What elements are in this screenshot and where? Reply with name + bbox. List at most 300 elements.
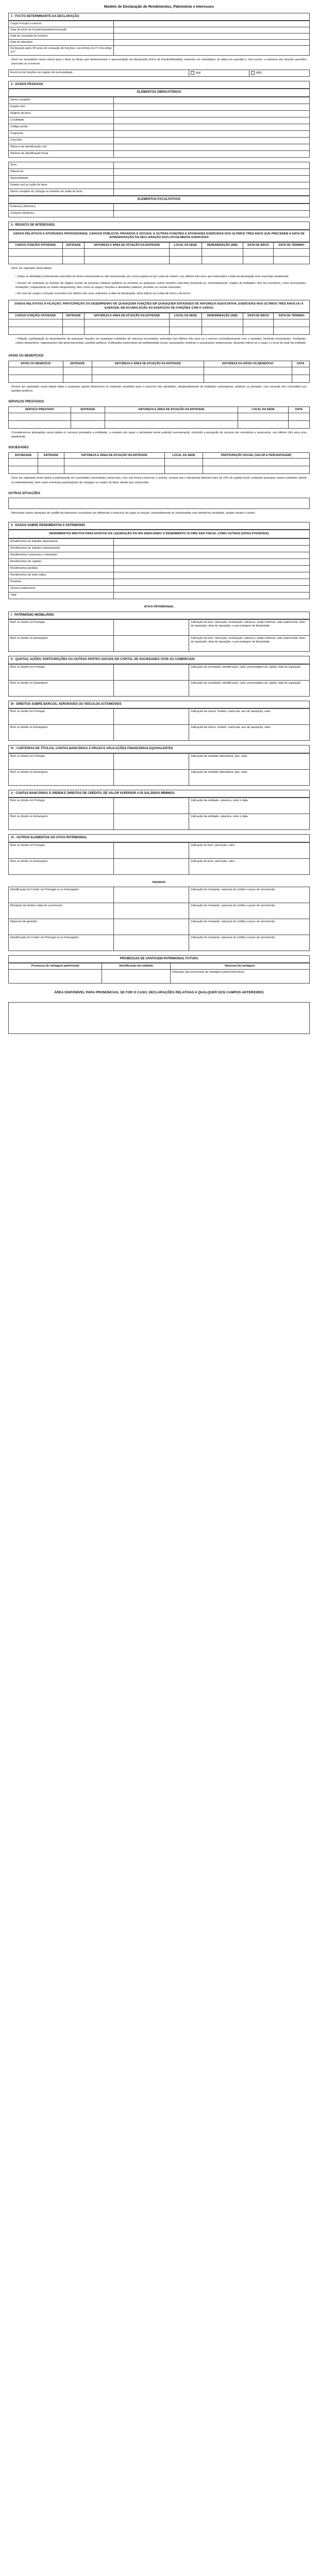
- column-header: Promessa de vantagem patrimonial: [9, 963, 102, 970]
- societies-title: SOCIEDADES: [8, 446, 29, 450]
- asset-value[interactable]: [114, 935, 189, 951]
- exclusividade-table: [8, 70, 310, 77]
- form-row-label: Rendimentos de mais-valias: [9, 572, 114, 579]
- form-row: [9, 104, 310, 110]
- activities-table: [8, 242, 310, 264]
- asset-row: [9, 798, 310, 814]
- support-note: Devem ser registados nesta tabela todos e quaisquer apoios financeiros ou materiais recebidos para o exercício das atividades, designadamente de entidades estrangeiras, públicas ou privadas, com exceção dos concedidos por partidos políticos.: [11, 385, 307, 393]
- table-cell[interactable]: [9, 375, 63, 382]
- column-header: Natureza da vantagem: [170, 963, 309, 970]
- form-row: [9, 124, 310, 130]
- asset-note: Indicação do bem, descrição, valor.: [189, 858, 310, 874]
- table-cell[interactable]: [85, 327, 169, 334]
- asset-row: [9, 814, 310, 830]
- column-header: ENTIDADE: [38, 452, 64, 459]
- form-row-value[interactable]: [114, 546, 310, 552]
- table-cell[interactable]: [9, 249, 63, 257]
- asset-value[interactable]: [114, 814, 189, 830]
- asset-note: Indicação da entidade, natureza, valor e data.: [189, 798, 310, 814]
- section-2-subheader-2: ELEMENTOS FACULTATIVOS: [8, 196, 310, 204]
- asset-note: Indicação do bem, descrição, valor.: [189, 842, 310, 858]
- a5-table: [8, 798, 310, 830]
- form-row-value[interactable]: [114, 592, 310, 599]
- column-header: CARGO/ FUNÇÃO/ ATIVIDADE: [9, 313, 63, 319]
- form-row: [9, 33, 310, 40]
- table-cell[interactable]: [243, 257, 273, 264]
- form-row: [9, 539, 310, 546]
- asset-note: Indicação do montante, natureza do crédito e prazo de vencimento.: [189, 919, 310, 935]
- table-cell[interactable]: [85, 319, 169, 327]
- a1-title: I - PATRIMÓNIO IMOBILIÁRIO: [8, 612, 310, 620]
- form-row-label: Regime de bens: [9, 110, 114, 117]
- asset-note: Indicação da marca, modelo, matrícula, ano de aquisição, valor.: [189, 709, 310, 725]
- form-row-label: Declaração após 3/6 anos de cessação de funções, nos termos do nº 4 do artigo 13.º: [9, 45, 114, 55]
- asset-row: [9, 680, 310, 696]
- table-cell[interactable]: [9, 413, 71, 420]
- asset-note: Indicação da marca, modelo, matrícula, ano de aquisição, valor.: [189, 725, 310, 741]
- column-header: DATA DE TÉRMINO: [274, 313, 310, 319]
- asset-note: Indicação da sociedade, identificação, valor, percentagem de capital, data de aquisição.: [189, 664, 310, 680]
- a6-title: VI - OUTROS ELEMENTOS DO ATIVO PATRIMONIAL: [8, 834, 310, 842]
- table-row: [9, 375, 310, 382]
- form-row-value[interactable]: [114, 130, 310, 137]
- asset-value[interactable]: [114, 887, 189, 903]
- societies-table: [8, 452, 310, 474]
- form-row-label: Rendimentos comerciais e industriais: [9, 552, 114, 559]
- form-row-label: Cargo/ Função a exercer: [9, 21, 114, 27]
- form-row: [9, 546, 310, 552]
- table-cell[interactable]: [38, 466, 64, 474]
- table-cell[interactable]: [71, 420, 105, 428]
- column-header: Identificação da entidade: [102, 963, 170, 970]
- form-row-label: Nome completo: [9, 97, 114, 104]
- table-cell[interactable]: [64, 466, 164, 474]
- form-row: [9, 137, 310, 144]
- form-row: [9, 39, 310, 45]
- form-row-value[interactable]: [114, 552, 310, 559]
- form-row-value[interactable]: [114, 150, 310, 157]
- table-cell[interactable]: [92, 375, 204, 382]
- table-cell[interactable]: [202, 257, 243, 264]
- table-cell[interactable]: [105, 420, 238, 428]
- column-header: DATA DE INÍCIO: [243, 313, 273, 319]
- form-row: [9, 211, 310, 217]
- asset-note: Indicação do bem, descrição, localização, natureza, artigo matricial, valor patrimonial, título de aquisição, data de aquisição, e percentagem de titularidade.: [189, 636, 310, 652]
- asset-label: Identificação do Credor em Portugal ou no Estrangeiro: [9, 935, 114, 951]
- other-note: Mencionar outras situações de conflito de interesses suscetíveis de influenciar o exercício do cargo ou função, nomeadamente as relacionadas com benefícios recebidos, quotas sociais e outras.: [11, 512, 256, 515]
- table-cell[interactable]: [202, 249, 243, 257]
- section-3-header: 3 - REGISTO DE INTERESSES: [8, 222, 310, 230]
- asset-label: Identificação do Credor em Portugal ou no Estrangeiro: [9, 887, 114, 903]
- table-cell[interactable]: [62, 319, 85, 327]
- form-row-label: Pensões: [9, 579, 114, 586]
- table-cell[interactable]: [164, 459, 203, 466]
- a6-table: [8, 842, 310, 875]
- form-row-label: Código postal: [9, 124, 114, 130]
- form-row-label: Estado civil ou união de facto: [9, 182, 114, 189]
- form-row: [9, 559, 310, 566]
- asset-label: Bem ou direito no Estrangeiro: [9, 769, 114, 785]
- table-row: [9, 249, 310, 257]
- form-row-label: Total: [9, 592, 114, 599]
- note-item: • Todas as atividades profissionais exercidas de forma remunerada ou não remunerada, por conta própria ou por conta de outrem, nos últimos três anos que antecedem a data da declaração e/ou exercidas atualmente;: [15, 275, 289, 279]
- asset-note: Indicação da entidade, natureza, valor e data.: [189, 814, 310, 830]
- a1-table: [8, 619, 310, 652]
- asset-row: [9, 935, 310, 951]
- column-header: NATUREZA E ÁREA DE ATUAÇÃO DA ENTIDADE: [64, 452, 164, 459]
- form-row-value[interactable]: [114, 211, 310, 217]
- table-cell[interactable]: [63, 375, 92, 382]
- form-row-label: Nacionalidade: [9, 175, 114, 182]
- column-header: LOCAL DA SEDE: [164, 452, 203, 459]
- checkbox-nao[interactable]: [251, 71, 255, 75]
- form-row-value[interactable]: [114, 39, 310, 45]
- form-row: [9, 182, 310, 189]
- table-cell[interactable]: [243, 319, 273, 327]
- participation-table: [8, 313, 310, 335]
- table-cell[interactable]: [9, 459, 38, 466]
- table-cell[interactable]: [9, 367, 63, 375]
- table-row: [9, 466, 310, 474]
- asset-label: Bem ou direito em Portugal: [9, 753, 114, 769]
- form-row: [9, 130, 310, 137]
- asset-label: Bem ou direito no Estrangeiro: [9, 725, 114, 741]
- table-row: [9, 257, 310, 264]
- asset-label: Bem ou direito em Portugal: [9, 798, 114, 814]
- asset-value[interactable]: [114, 725, 189, 741]
- form-row: [9, 586, 310, 592]
- form-row-value[interactable]: [114, 45, 310, 55]
- column-header: REMUNERAÇÃO (SIM): [202, 313, 243, 319]
- asset-row: [9, 636, 310, 652]
- table-cell[interactable]: [274, 257, 310, 264]
- form-row-value[interactable]: [114, 110, 310, 117]
- a4-title: IV - CARTEIRAS DE TÍTULOS, CONTAS BANCÁRIAS À PRAZO E APLICAÇÕES FINANCEIRAS EQUIVALENTES: [8, 745, 310, 753]
- exclusividade-nao[interactable]: NÃO: [249, 70, 310, 77]
- form-row-label: Freguesia: [9, 130, 114, 137]
- form-row-label: Outros rendimentos: [9, 586, 114, 592]
- asset-row: [9, 903, 310, 919]
- table-cell[interactable]: [204, 375, 292, 382]
- form-row: [9, 592, 310, 599]
- other-field[interactable]: [9, 498, 310, 509]
- table-cell[interactable]: [289, 420, 310, 428]
- asset-row: [9, 725, 310, 741]
- asset-value[interactable]: [114, 798, 189, 814]
- form-row-value[interactable]: [114, 117, 310, 124]
- column-header: NATUREZA E ÁREA DE ATUAÇÃO DA ENTIDADE: [85, 313, 169, 319]
- table-cell[interactable]: [238, 413, 288, 420]
- table-cell[interactable]: [164, 466, 203, 474]
- note-item: • Filiação, participação ou desempenho de quaisquer funções em quaisquer entidades de natureza associativa, exercidas nos últimos três anos ou a exercer cumulativamente com o mandato, incluindo associações, fundações, clubes desportivos, organizações não governamentais, partidos políticos, instituições particulares de solidariedade social, associações sindicais e associações empresariais, devendo indicar-se o cargo e o local da sede da entidade.: [15, 337, 307, 345]
- passive-title: PASSIVO: [152, 880, 166, 884]
- form-row: [9, 21, 310, 27]
- asset-value[interactable]: [114, 709, 189, 725]
- services-note: Consideram-se abrangidos nesta tabela os serviços prestados a entidades, a respeito dos quais o declarante tenha auferido remuneração, incluindo a prestação de serviços de consultoria e assessoria, nos últimos três anos e/ou atualmente.: [11, 431, 307, 438]
- form-row-value[interactable]: [114, 162, 310, 168]
- form-row-label: Contacto telefónico: [9, 211, 114, 217]
- form-row-label: Número de identificação fiscal: [9, 150, 114, 157]
- form-row: [9, 566, 310, 572]
- table-cell[interactable]: [9, 257, 63, 264]
- form-row-label: Localidade: [9, 117, 114, 124]
- asset-label: Natureza de garantia: [9, 919, 114, 935]
- column-header: REMUNERAÇÃO (SIM): [202, 243, 243, 249]
- asset-row: [9, 769, 310, 785]
- form-row-value[interactable]: [114, 97, 310, 104]
- column-header: DATA DE INÍCIO: [243, 243, 273, 249]
- form-row: [9, 27, 310, 33]
- table-cell[interactable]: [204, 367, 292, 375]
- asset-note: Indicação do montante, natureza do crédito e prazo de vencimento.: [189, 903, 310, 919]
- form-row: [9, 150, 310, 157]
- form-row: [9, 117, 310, 124]
- column-header: NATUREZA E ÁREA DE ATUAÇÃO DA ENTIDADE: [85, 243, 169, 249]
- table-cell[interactable]: [202, 319, 243, 327]
- asset-row: [9, 620, 310, 636]
- section-2-header: 2 - DADOS PESSOAIS: [8, 81, 310, 89]
- table-cell[interactable]: [274, 319, 310, 327]
- asset-note: Indicação do montante, natureza do crédito e prazo de vencimento.: [189, 935, 310, 951]
- asset-label: Bem ou direito no Estrangeiro: [9, 814, 114, 830]
- table-cell[interactable]: [85, 249, 169, 257]
- table-cell[interactable]: [9, 319, 63, 327]
- future-title: PROMESSAS DE VANTAGEM PATRIMONIAL FUTURA: [8, 955, 310, 963]
- services-title: SERVIÇOS PRESTADOS: [8, 400, 44, 404]
- asset-row: [9, 842, 310, 858]
- note-item: • No caso de cargos e funções exercidos nos últimos três anos anteriores à data da declaração, deve indicar-se a data de início e de termo.: [15, 292, 191, 296]
- asset-value[interactable]: [114, 680, 189, 696]
- form-row-value[interactable]: [114, 137, 310, 144]
- asset-note: Indicação da sociedade, identificação, valor, percentagem de capital, data de aquisição.: [189, 680, 310, 696]
- a4-table: [8, 753, 310, 786]
- form-row-label: Natural de: [9, 168, 114, 175]
- table-cell[interactable]: [202, 327, 243, 334]
- form-row: [9, 579, 310, 586]
- table-cell[interactable]: [292, 367, 309, 375]
- column-header: SERVIÇO PRESTADO: [9, 406, 71, 413]
- form-row-value[interactable]: [114, 586, 310, 592]
- form-row-label: Rendimentos de capitais: [9, 559, 114, 566]
- form-row-label: Rendimentos prediais: [9, 566, 114, 572]
- asset-row: [9, 753, 310, 769]
- table-cell[interactable]: [203, 459, 310, 466]
- section-1-header: 1 - FACTO DETERMINANTE DA DECLARAÇÃO: [8, 13, 310, 21]
- table-cell[interactable]: [9, 327, 63, 334]
- asset-value[interactable]: [114, 636, 189, 652]
- form-row: [9, 175, 310, 182]
- future-cell[interactable]: [102, 970, 170, 984]
- form-row-value[interactable]: [114, 33, 310, 40]
- table-cell[interactable]: [62, 257, 85, 264]
- column-header: NATUREZA E ÁREA DE ATUAÇÃO DA ENTIDADE: [92, 361, 204, 367]
- form-row-value[interactable]: [114, 204, 310, 211]
- table-cell[interactable]: [62, 249, 85, 257]
- table-cell[interactable]: [238, 420, 288, 428]
- asset-note: Indicação da entidade depositária, tipo, valor.: [189, 769, 310, 785]
- form-row: [9, 144, 310, 150]
- services-table: [8, 406, 310, 429]
- form-row-value[interactable]: [114, 104, 310, 110]
- table-row: [9, 413, 310, 420]
- form-row-label: Concelho: [9, 137, 114, 144]
- checkbox-sim[interactable]: [191, 71, 194, 75]
- form-row-label: Data de início de função/mandato/nomeação: [9, 27, 114, 33]
- section-1-note: Deve ser assinalado nesta coluna qual o facto ou factos que determinaram a apresentação da declaração (início de função/Mandato); havendo um mandatário, as datas em questão e, bem assim, a natureza das funções questões exercidas ou a exercer.: [11, 58, 307, 65]
- future-table: [8, 963, 310, 984]
- form-row-value[interactable]: [114, 566, 310, 572]
- asset-row: [9, 887, 310, 903]
- form-row-value[interactable]: [114, 21, 310, 27]
- income-table: [8, 538, 310, 599]
- section-4-header: 4 - DADOS SOBRE RENDIMENTOS E PATRIMÓNIO: [8, 522, 310, 530]
- section-2-subheader: ELEMENTOS OBRIGATÓRIOS: [8, 89, 310, 97]
- column-header: LOCAL DA SEDE: [238, 406, 288, 413]
- asset-row: [9, 709, 310, 725]
- asset-note: Indicação do montante, natureza do crédito e prazo de vencimento.: [189, 887, 310, 903]
- exclusividade-sim[interactable]: SIM: [189, 70, 249, 77]
- table-cell[interactable]: [62, 327, 85, 334]
- note-item: • Devem ser indicadas as funções de órgãos sociais de pessoas coletivas públicas ou privadas ou quaisquer outras funções exercidas (incluindo-se, nomeadamente, órgãos de entidades sem fins lucrativos, como associações, fundações, cooperativas ou clubes desportivos), bem como os cargos, funções e atividades públicas, privadas ou sociais exercidas;: [15, 281, 307, 289]
- table-row: [9, 327, 310, 334]
- form-row: [9, 97, 310, 104]
- column-header: DATA: [292, 361, 309, 367]
- asset-value[interactable]: [114, 620, 189, 636]
- form-row-label: Rendimentos do trabalho dependente: [9, 539, 114, 546]
- column-header: NATUREZA DO APOIO OU BENEFÍCIO: [204, 361, 292, 367]
- table-cell[interactable]: [169, 319, 202, 327]
- final-area-title: ÁREA DISPONÍVEL PARA PRONÚNCIAS, SE FOR O CASO, DECLARAÇÕES RELATIVAS A QUALQUER DOS CAMPOS ANTERIORES: [54, 991, 264, 995]
- table-cell[interactable]: [203, 466, 310, 474]
- support-table: [8, 361, 310, 383]
- table-cell[interactable]: [169, 327, 202, 334]
- table-cell[interactable]: [38, 459, 64, 466]
- asset-row: [9, 858, 310, 874]
- table-cell[interactable]: [71, 413, 105, 420]
- section-2-table-b: [8, 162, 310, 196]
- column-header: SOCIEDADE: [9, 452, 38, 459]
- form-row: [9, 572, 310, 579]
- table-cell[interactable]: [63, 367, 92, 375]
- asset-value[interactable]: [114, 664, 189, 680]
- column-header: ENTIDADE: [71, 406, 105, 413]
- form-row: [9, 45, 310, 55]
- assets-title: ATIVO PATRIMONIAL: [144, 605, 174, 609]
- form-row-value[interactable]: [114, 572, 310, 579]
- column-header: NATUREZA E ÁREA DE ATUAÇÃO DA ENTIDADE: [105, 406, 238, 413]
- form-row-value[interactable]: [114, 539, 310, 546]
- asset-value[interactable]: [114, 753, 189, 769]
- form-row-value[interactable]: [114, 124, 310, 130]
- table-cell[interactable]: [169, 257, 202, 264]
- asset-value[interactable]: [114, 769, 189, 785]
- form-row: [9, 110, 310, 117]
- asset-note: Indicação da entidade depositária, tipo, valor.: [189, 753, 310, 769]
- column-header: ENTIDADE: [62, 243, 85, 249]
- exclusividade-label: Exercício de funções em regime de exclusividade: [9, 70, 189, 77]
- future-cell[interactable]: [9, 970, 102, 984]
- form-row-label: Nome completo do cônjuge ou membro de união de facto: [9, 189, 114, 195]
- section-2-table-c: [8, 204, 310, 217]
- asset-label: Bem ou direito em Portugal: [9, 842, 114, 858]
- a2-title: II - QUOTAS, AÇÕES, PARTICIPAÇÕES OU OUTRAS PARTES SOCIAIS DO CAPITAL DE SOCIEDADES CIVIS OU COMERCIAIS: [8, 656, 310, 664]
- form-row: [9, 162, 310, 168]
- form-row: [9, 552, 310, 559]
- other-title: OUTRAS SITUAÇÕES: [8, 492, 41, 495]
- passive-table: [8, 887, 310, 951]
- column-header: APOIO OU BENEFÍCIO: [9, 361, 63, 367]
- asset-label: Bem ou direito no Estrangeiro: [9, 680, 114, 696]
- table-cell[interactable]: [64, 459, 164, 466]
- participation-title: DADOS RELATIVOS À FILIAÇÃO, PARTICIPAÇÃO OU DESEMPENHO DE QUAISQUER FUNÇÕES EM QUAISQUER ENTIDADES DE NATUREZA ASSOCIATIVA, EXERCIDAS NOS ÚLTIMOS TRÊS ANOS OU A EXERCER, EM ACUMULAÇÃO AO EXERCÍCIO DE FUNÇÕES COM O CARGO: [8, 300, 310, 312]
- asset-value[interactable]: [114, 919, 189, 935]
- asset-row: [9, 919, 310, 935]
- asset-label: Bem ou direito em Portugal: [9, 620, 114, 636]
- table-cell[interactable]: [85, 257, 169, 264]
- asset-label: Bem ou direito no Estrangeiro: [9, 858, 114, 874]
- table-cell[interactable]: [274, 327, 310, 334]
- table-cell[interactable]: [169, 249, 202, 257]
- column-header: LOCAL DA SEDE: [169, 313, 202, 319]
- income-title: RENDIMENTOS BRUTOS PARA EFEITOS DA LIQUIDAÇÃO DO IRS (INDICANDO O RENDIMENTO ÚLTIMO ANO FISCAL COMO OUTRAS DATAS POSSÍVEIS): [8, 530, 310, 538]
- form-row-value[interactable]: [114, 579, 310, 586]
- declaration-form: [8, 0, 310, 1034]
- form-row-value[interactable]: [114, 27, 310, 33]
- section-2-table: [8, 97, 310, 158]
- a3-table: [8, 708, 310, 741]
- table-row: [9, 319, 310, 327]
- asset-value[interactable]: [114, 858, 189, 874]
- table-cell[interactable]: [9, 420, 71, 428]
- table-cell[interactable]: [243, 249, 273, 257]
- asset-value[interactable]: [114, 842, 189, 858]
- asset-value[interactable]: [114, 903, 189, 919]
- activities-title: DADOS RELATIVOS A ATIVIDADES PROFISSIONAIS, CARGOS PÚBLICOS, PRIVADOS E SOCIAIS, E OUTRAS FUNÇÕES E ATIVIDADES EXERCIDAS NOS ÚLTIMOS TRÊS ANOS QUE PRECEDEM A DATA DE APRESENTAÇÃO DA DECLARAÇÃO E/OU ATUALMENTE EXERCIDAS: [8, 230, 310, 242]
- table-cell[interactable]: [274, 249, 310, 257]
- form-row-value[interactable]: [114, 175, 310, 182]
- future-note-cell: Indicação das promessas de vantagem patrimonial futura.: [170, 970, 309, 984]
- table-cell[interactable]: [292, 375, 309, 382]
- form-row: [9, 168, 310, 175]
- form-row-value[interactable]: [114, 168, 310, 175]
- column-header: LOCAL DA SEDE: [169, 243, 202, 249]
- table-cell[interactable]: [9, 466, 38, 474]
- form-row-label: Endereço eletrónico: [9, 204, 114, 211]
- column-header: DATA: [289, 406, 310, 413]
- activities-note-title: Deve ser registado nesta tabela:: [11, 267, 53, 270]
- a5-title: V - CONTAS BANCÁRIAS À ORDEM E DIREITOS DE CRÉDITO, DE VALOR SUPERIOR A 50 SALÁRIOS MÍNIMOS: [8, 790, 310, 798]
- document-title: Modelo de Declaração de Rendimentos, Património e Interesses: [104, 5, 214, 9]
- form-row-value[interactable]: [114, 182, 310, 189]
- asset-label: Bem ou direito em Portugal: [9, 709, 114, 725]
- form-row-label: Estado civil: [9, 104, 114, 110]
- asset-note: Indicação do bem, descrição, localização, natureza, artigo matricial, valor patrimonial, título de aquisição, data de aquisição, e percentagem de titularidade.: [189, 620, 310, 636]
- table-cell[interactable]: [289, 413, 310, 420]
- final-area-box[interactable]: [8, 1002, 310, 1034]
- table-row: [9, 459, 310, 466]
- table-cell[interactable]: [105, 413, 238, 420]
- table-cell[interactable]: [243, 327, 273, 334]
- asset-label: Montante da dívida e data de vencimento: [9, 903, 114, 919]
- asset-label: Bem ou direito em Portugal: [9, 664, 114, 680]
- table-cell[interactable]: [92, 367, 204, 375]
- column-header: PARTICIPAÇÃO SOCIAL (VALOR E PERCENTAGEM): [203, 452, 310, 459]
- form-row-label: Rendimentos do trabalho independente: [9, 546, 114, 552]
- form-row-value[interactable]: [114, 559, 310, 566]
- participation-notes: [8, 335, 310, 350]
- form-row-value[interactable]: [114, 189, 310, 195]
- form-row-value[interactable]: [114, 144, 310, 150]
